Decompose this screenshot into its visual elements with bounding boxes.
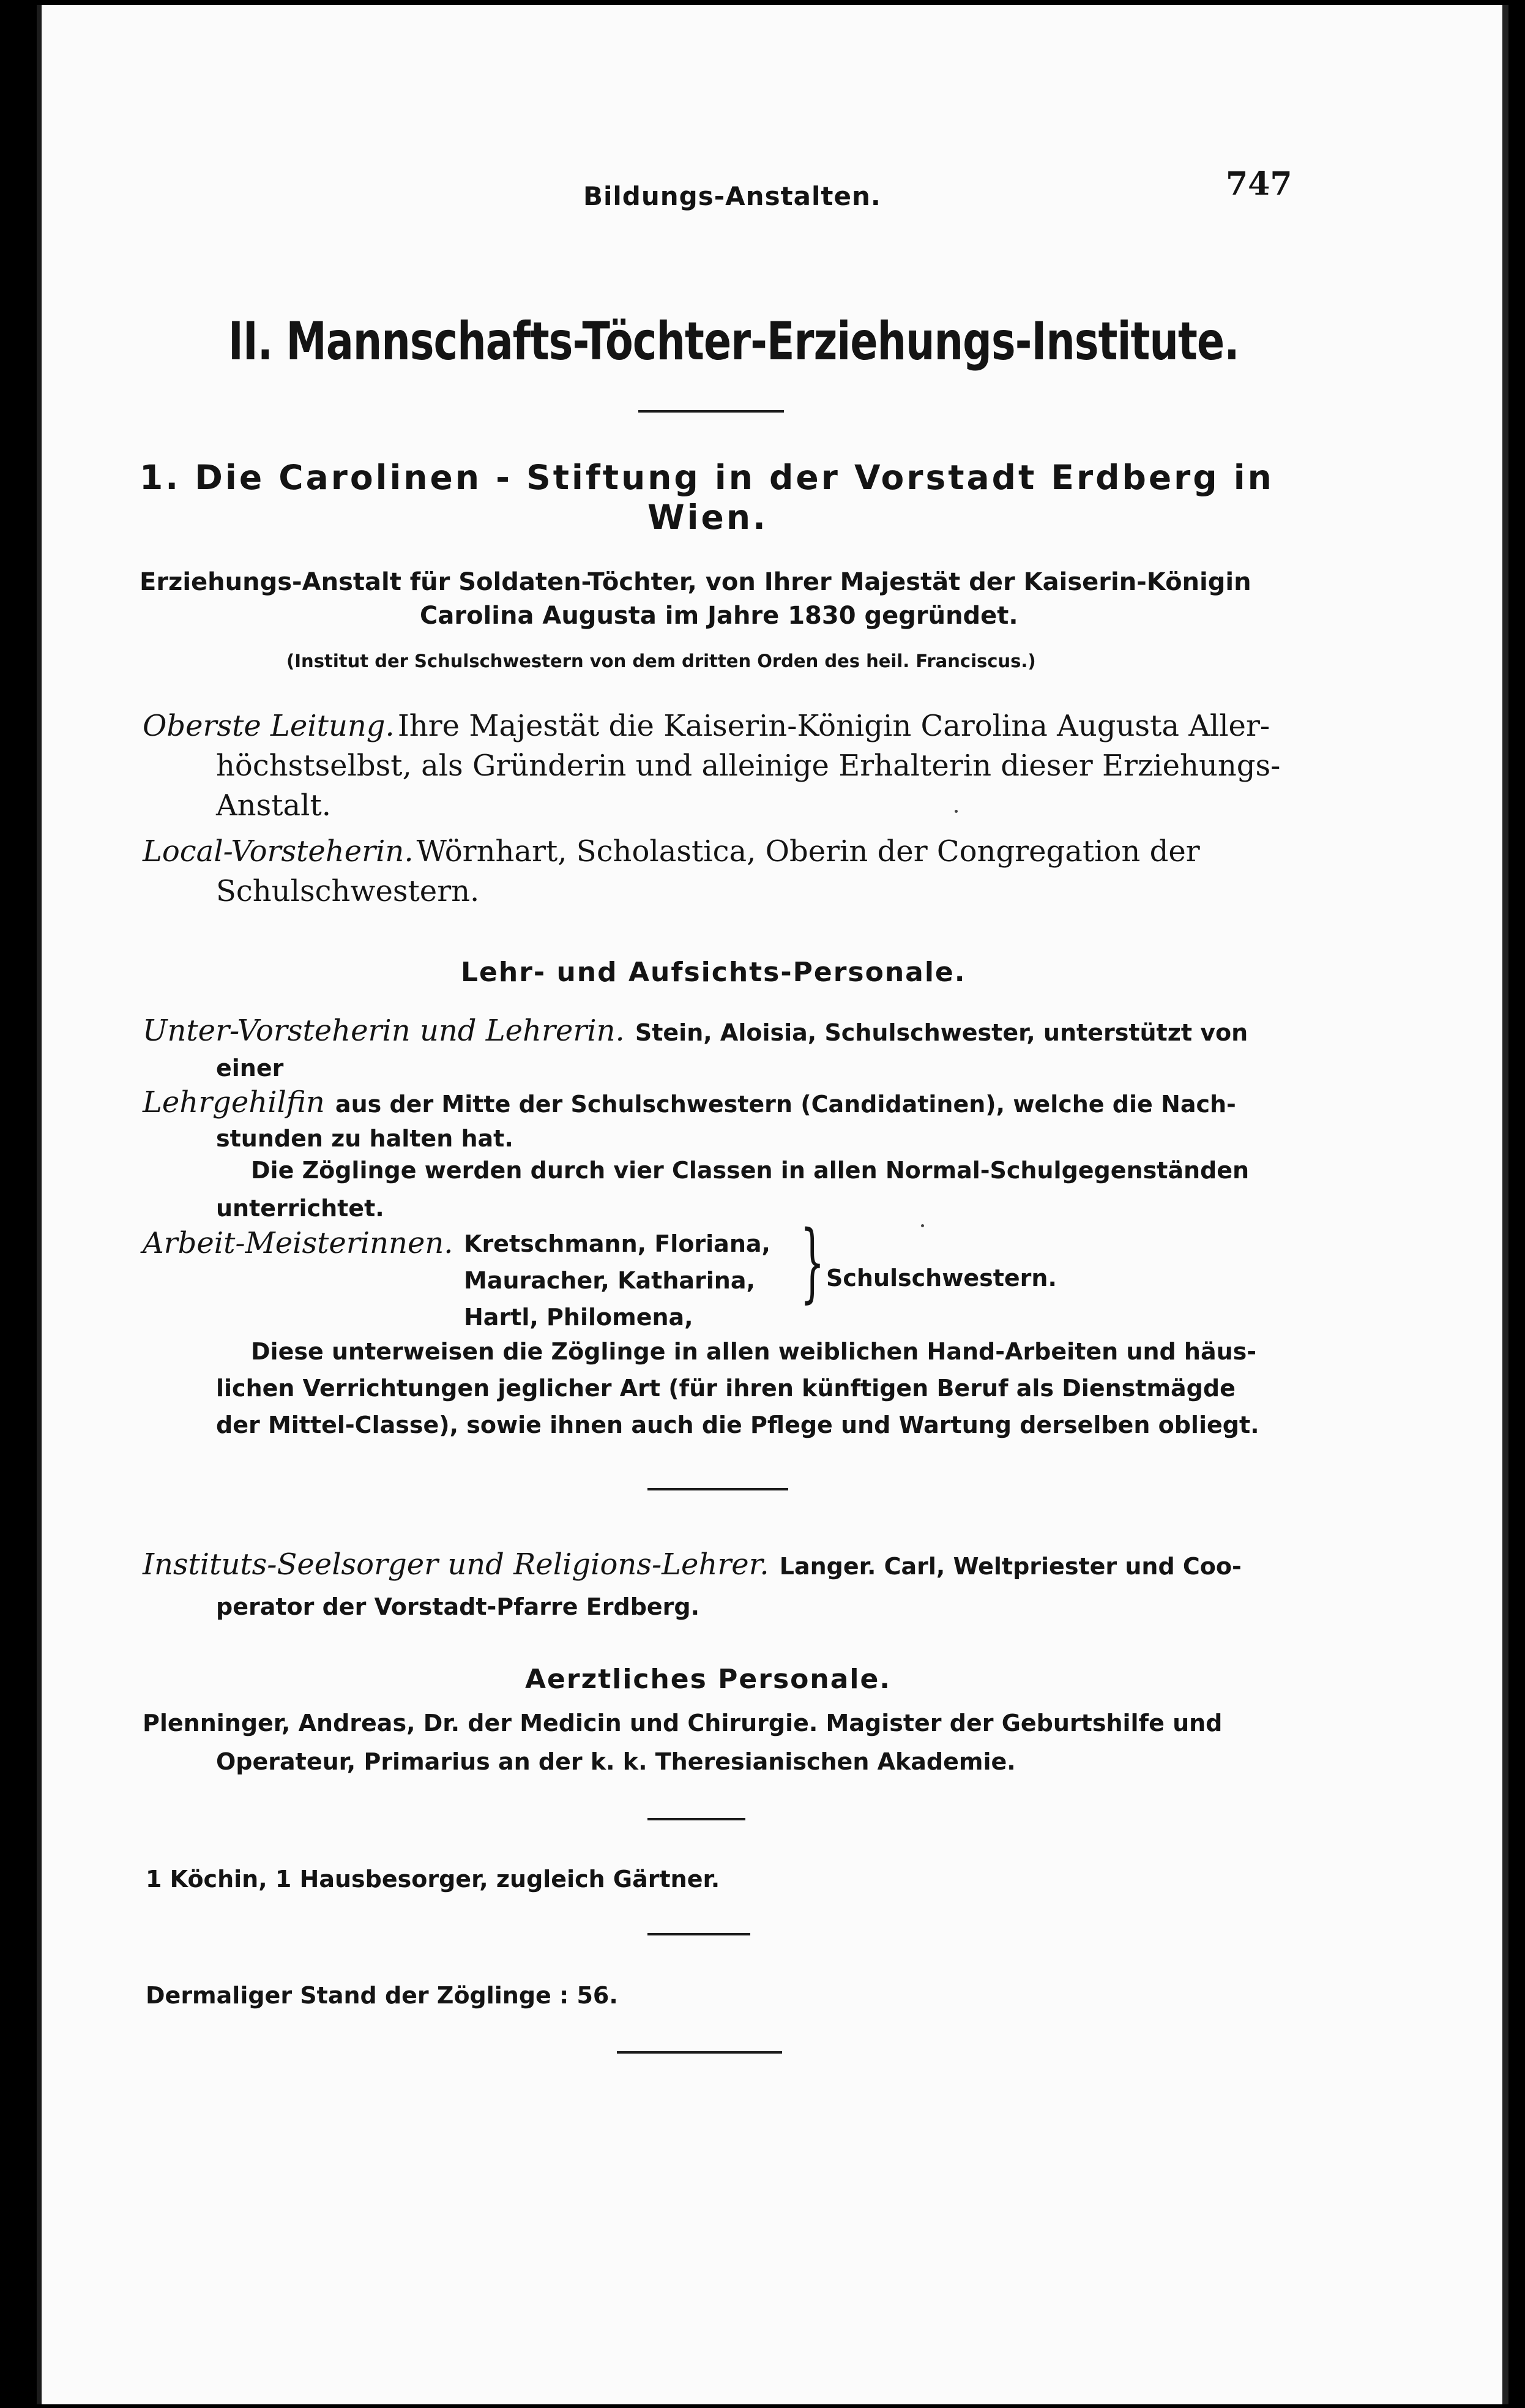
arbeit-group: Schulschwestern. [826, 1265, 1057, 1292]
section-heading-line1: 1. Die Carolinen - Stiftung in der Vorstadt Erdberg in [140, 458, 1274, 497]
divider [647, 1488, 788, 1490]
oberste-leitung-text: Ihre Majestät die Kaiserin-Königin Carolina Augusta Aller- [397, 709, 1270, 743]
institute-note: (Institut der Schulschwestern von dem dritten Orden des heil. Franciscus.) [286, 651, 1036, 671]
local-vorsteherin-line1 [143, 834, 1200, 869]
oberste-leitung-line1 [143, 709, 1270, 743]
page-sheet [37, 5, 1508, 2404]
local-vorsteherin-line2: Schulschwestern. [216, 874, 480, 908]
zoeglinge-line1: Die Zöglinge werden durch vier Classen in allen Normal-Schulgegenständen [251, 1157, 1250, 1184]
section-description-line1: Erziehungs-Anstalt für Soldaten-Töchter, von Ihrer Majestät der Kaiserin-Königin [140, 568, 1251, 596]
arbeit-name-2: Mauracher, Katharina, [464, 1267, 755, 1294]
page-number: 747 [1226, 165, 1292, 203]
divider [638, 410, 784, 413]
divider [617, 2051, 782, 2054]
seelsorger-line1 [143, 1547, 1242, 1582]
divider [647, 1933, 750, 1935]
staff-line: 1 Köchin, 1 Hausbesorger, zugleich Gärtner. [146, 1866, 720, 1893]
seelsorger-label: Instituts-Seelsorger und Religions-Lehrer. [143, 1547, 769, 1582]
aerztlich-line1: Plenninger, Andreas, Dr. der Medicin und Chirurgie. Magister der Geburtshilfe und [143, 1710, 1223, 1737]
unter-vorsteherin-line1 [143, 1014, 1248, 1048]
unter-vorsteherin-text: Stein, Aloisia, Schulschwester, unterstützt von [635, 1019, 1248, 1046]
page-title: II. Mannschafts-Töchter-Erziehungs-Institute. [228, 311, 1239, 372]
lehrgehilfin-line1 [143, 1085, 1236, 1120]
arbeit-name-1: Kretschmann, Floriana, [464, 1230, 770, 1257]
arbeit-line3: der Mittel-Classe), sowie ihnen auch die Pflege und Wartung derselben obliegt. [216, 1412, 1259, 1438]
speck [955, 810, 958, 813]
arbeit-line1: Diese unterweisen die Zöglinge in allen weiblichen Hand-Arbeiten und häus- [251, 1338, 1257, 1365]
section-heading-line2: Wien. [647, 498, 768, 537]
unter-vorsteherin-line2: einer [216, 1055, 284, 1082]
zoeglinge-line2: unterrichtet. [216, 1195, 384, 1222]
oberste-leitung-line3: Anstalt. [216, 788, 332, 823]
section-description-line2: Carolina Augusta im Jahre 1830 gegründet. [420, 602, 1018, 630]
arbeit-name-3: Hartl, Philomena, [464, 1304, 693, 1331]
lehrgehilfin-label: Lehrgehilfin [143, 1085, 325, 1120]
local-vorsteherin-label: Local-Vorsteherin. [143, 834, 414, 869]
lehrgehilfin-text: aus der Mitte der Schulschwestern (Candidatinen), welche die Nach- [335, 1091, 1236, 1118]
divider [647, 1818, 745, 1820]
running-title: Bildungs-Anstalten. [583, 181, 881, 211]
arbeit-line2: lichen Verrichtungen jeglicher Art (für ihren künftigen Beruf als Dienstmägde [216, 1375, 1236, 1402]
lehr-heading: Lehr- und Aufsichts-Personale. [461, 957, 966, 988]
oberste-leitung-line2: höchstselbst, als Gründerin und alleinige Erhalterin dieser Erziehungs- [216, 749, 1281, 783]
stand-line: Dermaliger Stand der Zöglinge : 56. [146, 1982, 618, 2009]
aerztlich-line2: Operateur, Primarius an der k. k. Theresianischen Akademie. [216, 1748, 1016, 1775]
seelsorger-text: Langer. Carl, Weltpriester und Coo- [779, 1553, 1242, 1580]
arbeit-meisterinnen-label: Arbeit-Meisterinnen. [143, 1226, 453, 1260]
speck [921, 1224, 924, 1227]
seelsorger-line2: perator der Vorstadt-Pfarre Erdberg. [216, 1593, 700, 1620]
aerztlich-heading: Aerztliches Personale. [525, 1664, 892, 1695]
oberste-leitung-label: Oberste Leitung. [143, 709, 395, 743]
lehrgehilfin-line2: stunden zu halten hat. [216, 1125, 513, 1152]
unter-vorsteherin-label: Unter-Vorsteherin und Lehrerin. [143, 1014, 625, 1048]
brace-icon: } [800, 1213, 825, 1312]
local-vorsteherin-text: Wörnhart, Scholastica, Oberin der Congregation der [416, 834, 1200, 869]
